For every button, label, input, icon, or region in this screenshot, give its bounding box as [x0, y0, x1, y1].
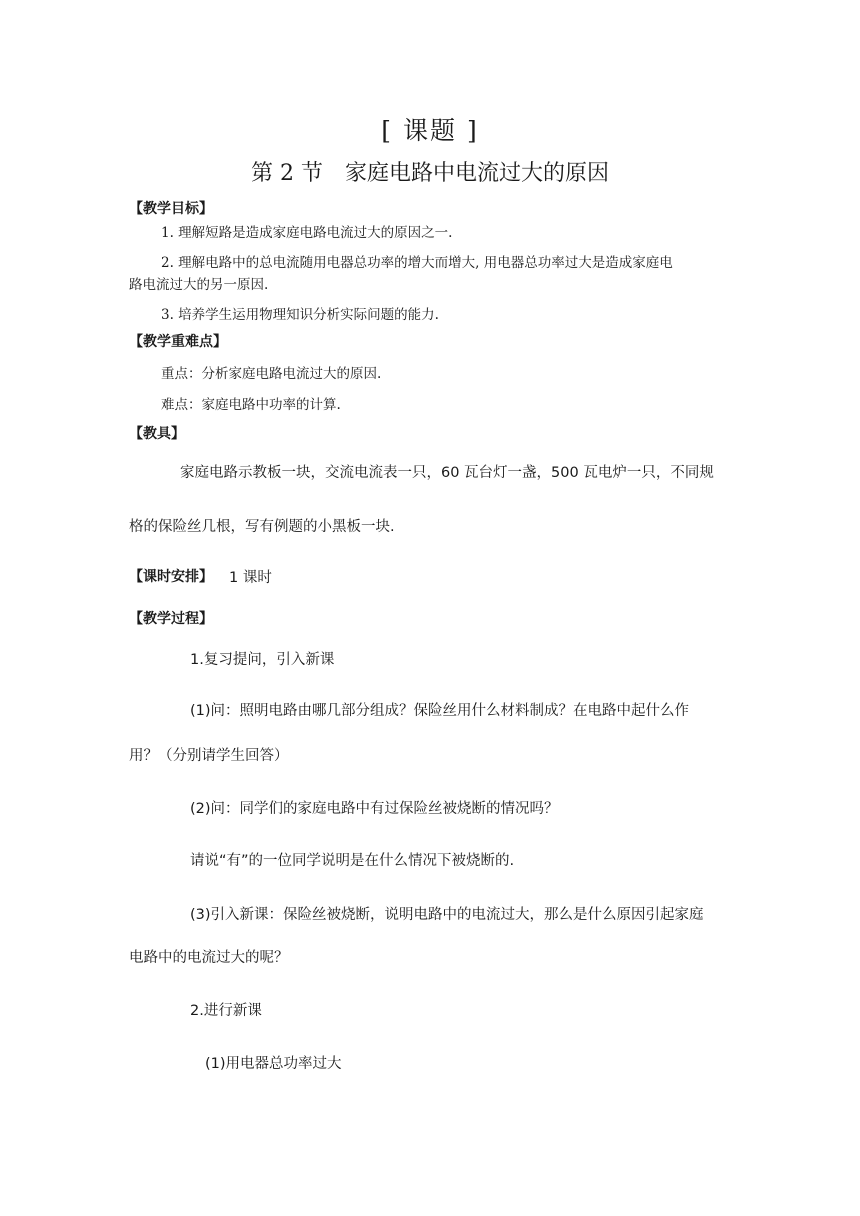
tools-text-line-1: 家庭电路示教板一块，交流电流表一只，60 瓦台灯一盏，500 瓦电炉一只，不同规 — [180, 465, 714, 481]
objective-item-1: 1. 理解短路是造成家庭电路电流过大的原因之一. — [161, 225, 453, 241]
objective-item-2-line-2: 路电流过大的另一原因. — [129, 277, 269, 293]
process-heading: 【教学过程】 — [129, 611, 213, 627]
schedule-heading: 【课时安排】 — [129, 569, 213, 585]
process-step-2: 2.进行新课 — [190, 1003, 262, 1019]
objective-item-2-line-1: 2. 理解电路中的总电流随用电器总功率的增大而增大, 用电器总功率过大是造成家庭电 — [161, 255, 673, 271]
tools-heading: 【教具】 — [129, 426, 185, 442]
objectives-heading: 【教学目标】 — [129, 201, 213, 217]
process-question-1-line-2: 用？（分别请学生回答） — [129, 748, 289, 764]
lesson-title: 第 2 节 家庭电路中电流过大的原因 — [251, 161, 609, 186]
process-question-2: (2)问：同学们的家庭电路中有过保险丝被烧断的情况吗？ — [190, 801, 559, 817]
tools-text-line-2: 格的保险丝几根，写有例题的小黑板一块. — [129, 519, 395, 535]
lesson-title-bracket: [ 课题 ] — [381, 116, 479, 145]
objective-item-3: 3. 培养学生运用物理知识分析实际问题的能力. — [161, 307, 439, 323]
process-question-1-line-1: (1)问：照明电路由哪几部分组成？保险丝用什么材料制成？在电路中起什么作 — [190, 703, 690, 719]
process-question-2-follow: 请说“有”的一位同学说明是在什么情况下被烧断的. — [190, 853, 515, 869]
process-step-1: 1.复习提问，引入新课 — [190, 652, 335, 668]
key-points-heading: 【教学重难点】 — [129, 334, 227, 350]
process-question-3-line-2: 电路中的电流过大的呢？ — [129, 950, 289, 966]
schedule-value: 1 课时 — [229, 570, 272, 586]
difficulty-point-text: 难点：家庭电路中功率的计算. — [161, 397, 341, 413]
key-point-text: 重点：分析家庭电路电流过大的原因. — [161, 366, 382, 382]
process-subsection-1: (1)用电器总功率过大 — [205, 1056, 342, 1072]
process-question-3-line-1: (3)引入新课：保险丝被烧断，说明电路中的电流过大，那么是什么原因引起家庭 — [190, 907, 704, 923]
